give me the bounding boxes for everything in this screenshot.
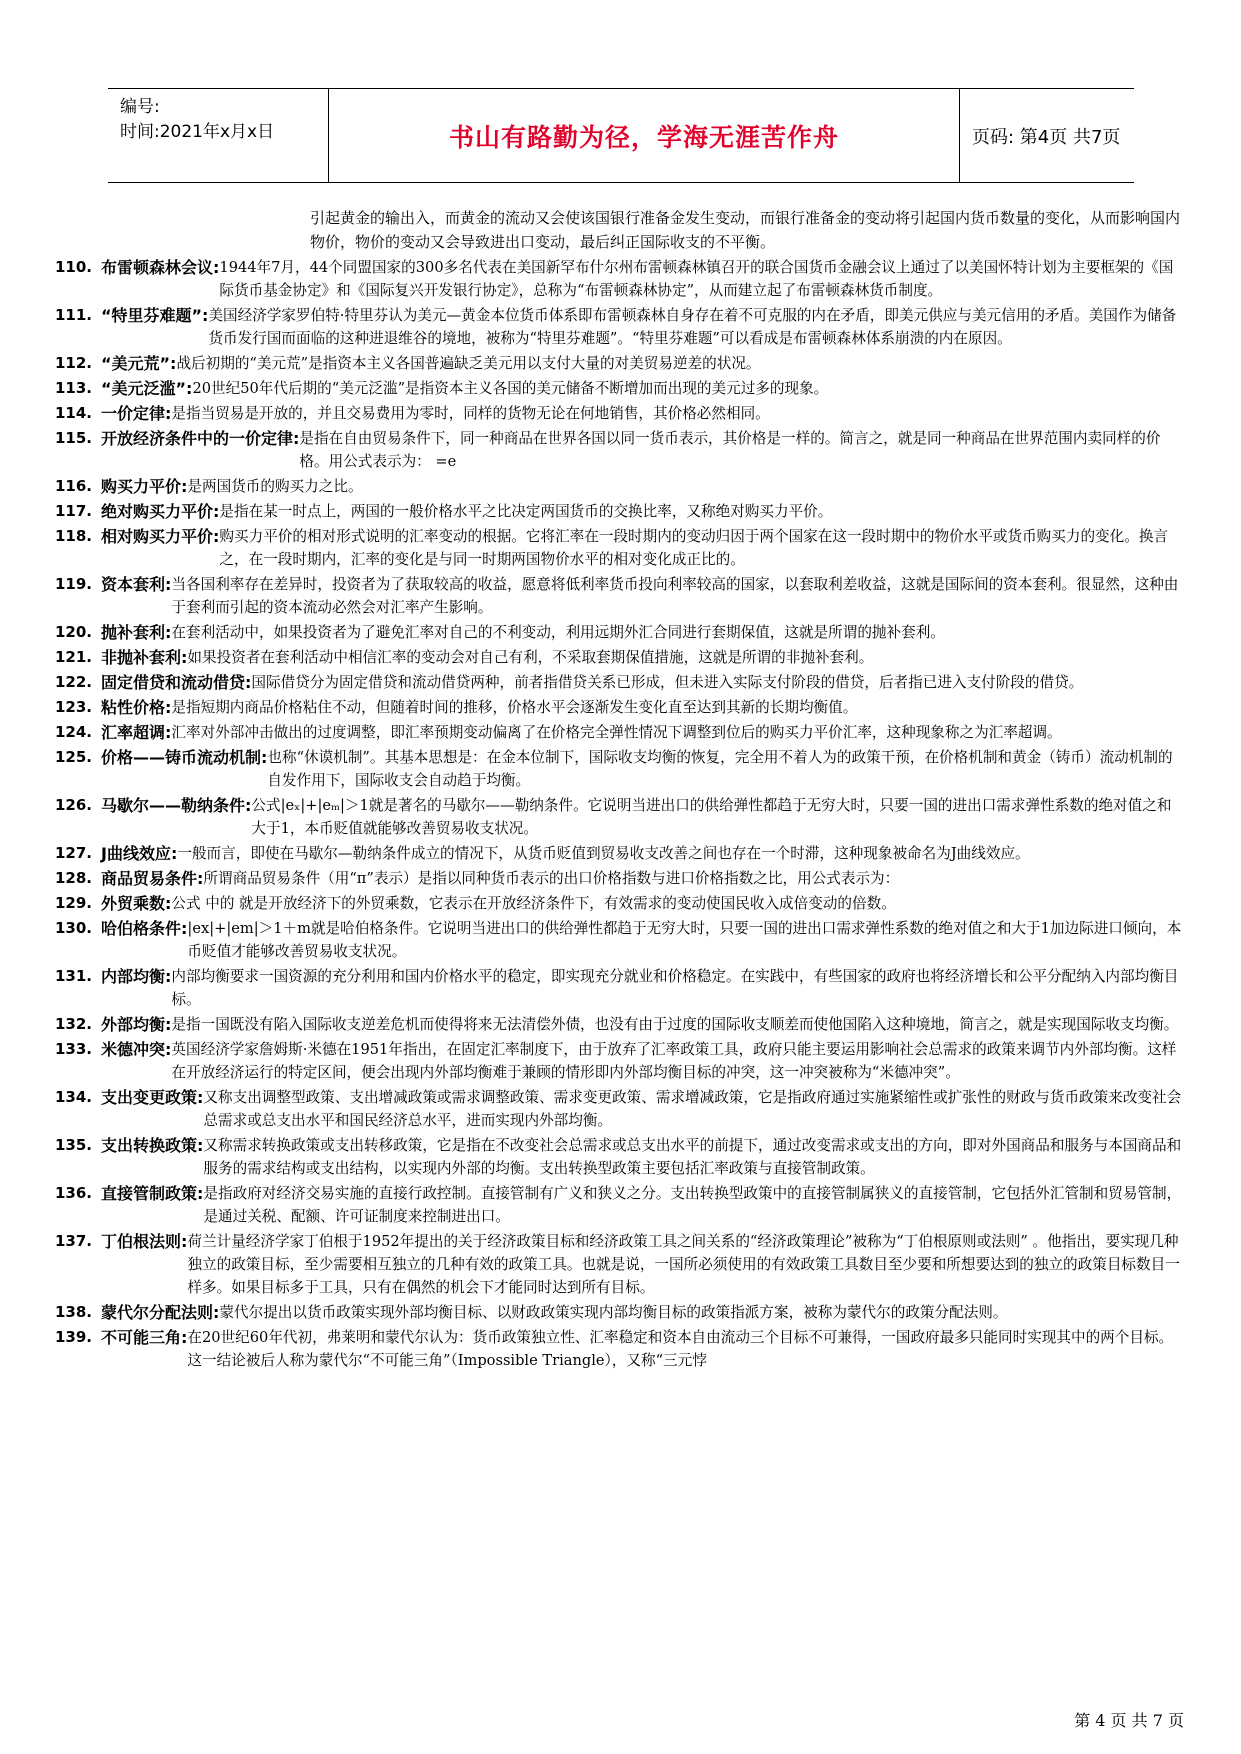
glossary-entry <box>55 525 1185 571</box>
entry-term: “美元荒”: <box>101 354 177 373</box>
entry-term: 商品贸易条件: <box>101 869 204 888</box>
entry-term: 布雷顿森林会议: <box>101 258 220 277</box>
glossary-content <box>55 206 1185 1372</box>
entry-term: 固定借贷和流动借贷: <box>101 673 252 692</box>
glossary-entry <box>55 500 1185 523</box>
glossary-list <box>55 256 1185 1372</box>
entry-term: 购买力平价: <box>101 477 188 496</box>
entry-term: 支出变更政策: <box>101 1088 204 1107</box>
entry-term: 内部均衡: <box>101 967 172 986</box>
glossary-entry <box>55 475 1185 498</box>
entry-term: 粘性价格: <box>101 698 172 717</box>
entry-number: 132. <box>55 1015 93 1033</box>
entry-number: 122. <box>55 673 93 691</box>
entry-term: 非抛补套利: <box>101 648 188 667</box>
glossary-entry <box>55 917 1185 963</box>
entry-number: 136. <box>55 1184 93 1202</box>
entry-term: 蒙代尔分配法则: <box>101 1303 220 1322</box>
entry-number: 117. <box>55 502 93 520</box>
entry-definition: 公式 中的 就是开放经济下的外贸乘数，它表示在开放经济条件下，有效需求的变动使国民收入成倍变动的倍数。 <box>171 895 896 912</box>
entry-definition: 一般而言，即使在马歇尔—勒纳条件成立的情况下，从货币贬值到贸易收支改善之间也存在一个时滞，这种现象被命名为J曲线效应。 <box>177 845 1030 862</box>
entry-term: 不可能三角: <box>101 1328 188 1347</box>
entry-definition: 英国经济学家詹姆斯·米德在1951年指出，在固定汇率制度下，由于放弃了汇率政策工具，政府只能主要运用影响社会总需求的政策来调节内外部均衡。这样在开放经济运行的特定区间，便会出现内外部均衡难于兼顾的情形即内外部均衡目标的冲突，这一冲突被称为“米德冲突”。 <box>171 1041 1177 1081</box>
entry-term: “特里芬难题”: <box>101 306 209 325</box>
entry-number: 138. <box>55 1303 93 1321</box>
document-number: 编号: <box>120 97 160 117</box>
entry-definition: 内部均衡要求一国资源的充分利用和国内价格水平的稳定，即实现充分就业和价格稳定。在实践中，有些国家的政府也将经济增长和公平分配纳入内部均衡目标。 <box>171 968 1179 1008</box>
entry-term: 开放经济条件中的一价定律: <box>101 429 300 448</box>
entry-term: 马歇尔——勒纳条件: <box>101 796 252 815</box>
page-header <box>108 88 1134 183</box>
header-meta <box>120 89 320 182</box>
entry-definition: 在套利活动中，如果投资者为了避免汇率对自己的不利变动，利用远期外汇合同进行套期保值，这就是所谓的抛补套利。 <box>171 624 945 641</box>
entry-number: 120. <box>55 623 93 641</box>
entry-definition: 所谓商品贸易条件（用“π”表示）是指以同种货币表示的出口价格指数与进口价格指数之比，用公式表示为： <box>203 870 900 887</box>
entry-definition: 在20世纪60年代初，弗莱明和蒙代尔认为：货币政策独立性、汇率稳定和资本自由流动三个目标不可兼得，一国政府最多只能同时实现其中的两个目标。这一结论被后人称为蒙代尔“不可能三角”（Impossible Triangle），又称“三元悖 <box>187 1329 1174 1369</box>
entry-number: 119. <box>55 575 93 593</box>
document-time: 时间:2021年x月x日 <box>120 122 275 142</box>
glossary-entry <box>55 696 1185 719</box>
entry-definition: 荷兰计量经济学家丁伯根于1952年提出的关于经济政策目标和经济政策工具之间关系的“经济政策理论”被称为“丁伯根原则或法则” 。他指出，要实现几种独立的政策目标，至少需要相互独立的几种有效的政策工具。也就是说，一国所必须使用的有效政策工具数目至少要和所想要达到的独立的政策目标数目一样多。如果目标多于工具，只有在偶然的机会下才能同时达到所有目标。 <box>187 1233 1180 1296</box>
entry-definition: 是指政府对经济交易实施的直接行政控制。直接管制有广义和狭义之分。支出转换型政策中的直接管制属狭义的直接管制，它包括外汇管制和贸易管制，是通过关税、配额、许可证制度来控制进出口。 <box>203 1185 1182 1225</box>
entry-number: 121. <box>55 648 93 666</box>
entry-number: 112. <box>55 354 93 372</box>
entry-number: 116. <box>55 477 93 495</box>
entry-definition: 美国经济学家罗伯特·特里芬认为美元—黄金本位货币体系即布雷顿森林自身存在着不可克服的内在矛盾，即美元供应与美元信用的矛盾。美国作为储备货币发行国而面临的这种进退维谷的境地，被称为“特里芬难题”。“特里芬难题”可以看成是布雷顿森林体系崩溃的内在原因。 <box>208 307 1177 347</box>
entry-number: 133. <box>55 1040 93 1058</box>
entry-term: 相对购买力平价: <box>101 527 220 546</box>
entry-term: 抛补套利: <box>101 623 172 642</box>
entry-term: 支出转换政策: <box>101 1136 204 1155</box>
entry-term: 直接管制政策: <box>101 1184 204 1203</box>
entry-number: 125. <box>55 748 93 766</box>
entry-number: 111. <box>55 306 93 324</box>
glossary-entry <box>55 892 1185 915</box>
entry-number: 113. <box>55 379 93 397</box>
entry-number: 130. <box>55 919 93 937</box>
entry-definition: 又称需求转换政策或支出转移政策，它是指在不改变社会总需求或总支出水平的前提下，通过改变需求或支出的方向，即对外国商品和服务与本国商品和服务的需求结构或支出结构，以实现内外部的均衡。支出转换型政策主要包括汇率政策与直接管制政策。 <box>203 1137 1182 1177</box>
glossary-entry <box>55 646 1185 669</box>
entry-definition: 是指当贸易是开放的，并且交易费用为零时，同样的货物无论在何地销售，其价格必然相同。 <box>171 405 770 422</box>
glossary-entry <box>55 573 1185 619</box>
entry-number: 114. <box>55 404 93 422</box>
entry-term: J曲线效应: <box>101 844 178 863</box>
entry-term: 外贸乘数: <box>101 894 172 913</box>
glossary-entry <box>55 842 1185 865</box>
glossary-entry <box>55 1086 1185 1132</box>
glossary-entry <box>55 621 1185 644</box>
entry-definition: 购买力平价的相对形式说明的汇率变动的根据。它将汇率在一段时期内的变动归因于两个国家在这一段时期中的物价水平或货币购买力的变化。换言之，在一段时期内，汇率的变化是与同一时期两国物价水平的相对变化成正比的。 <box>219 528 1169 568</box>
entry-definition: 蒙代尔提出以货币政策实现外部均衡目标、以财政政策实现内部均衡目标的政策指派方案，被称为蒙代尔的政策分配法则。 <box>219 1304 1008 1321</box>
entry-definition: 20世纪50年代后期的“美元泛滥”是指资本主义各国的美元储备不断增加而出现的美元过多的现象。 <box>192 380 829 397</box>
entry-term: 米德冲突: <box>101 1040 172 1059</box>
header-page-cell <box>972 89 1132 182</box>
entry-definition: 国际借贷分为固定借贷和流动借贷两种，前者指借贷关系已形成，但未进入实际支付阶段的借贷，后者指已进入支付阶段的借贷。 <box>251 674 1084 691</box>
entry-term: 丁伯根法则: <box>101 1232 188 1251</box>
entry-definition: 如果投资者在套利活动中相信汇率的变动会对自己有利，不采取套期保值措施，这就是所谓的非抛补套利。 <box>187 649 874 666</box>
entry-definition: 也称“休谟机制”。其基本思想是：在金本位制下，国际收支均衡的恢复，完全用不着人为的政策干预，在价格机制和黄金（铸币）流动机制的自发作用下，国际收支会自动趋于均衡。 <box>267 749 1173 789</box>
glossary-entry <box>55 721 1185 744</box>
entry-number: 128. <box>55 869 93 887</box>
motto: 书山有路勤为径，学海无涯苦作舟 <box>448 122 839 152</box>
glossary-entry <box>55 377 1185 400</box>
entry-definition: 汇率对外部冲击做出的过度调整，即汇率预期变动偏离了在价格完全弹性情况下调整到位后的购买力平价汇率，这种现象称之为汇率超调。 <box>171 724 1062 741</box>
entry-number: 127. <box>55 844 93 862</box>
glossary-entry <box>55 1038 1185 1084</box>
entry-number: 131. <box>55 967 93 985</box>
glossary-entry <box>55 965 1185 1011</box>
page-footer: 第 4 页 共 7 页 <box>1074 1711 1184 1730</box>
entry-number: 124. <box>55 723 93 741</box>
glossary-entry <box>55 671 1185 694</box>
entry-term: “美元泛滥”: <box>101 379 193 398</box>
glossary-entry <box>55 256 1185 302</box>
glossary-entry <box>55 1013 1185 1036</box>
glossary-entry <box>55 1230 1185 1299</box>
glossary-entry <box>55 352 1185 375</box>
entry-definition: 是两国货币的购买力之比。 <box>187 478 363 495</box>
glossary-entry <box>55 1326 1185 1372</box>
entry-number: 137. <box>55 1232 93 1250</box>
page-indicator: 页码: 第4页 共7页 <box>972 126 1121 148</box>
entry-number: 123. <box>55 698 93 716</box>
entry-number: 135. <box>55 1136 93 1154</box>
entry-term: 外部均衡: <box>101 1015 172 1034</box>
glossary-entry <box>55 427 1185 473</box>
entry-number: 129. <box>55 894 93 912</box>
entry-term: 绝对购买力平价: <box>101 502 220 521</box>
glossary-entry <box>55 746 1185 792</box>
entry-number: 110. <box>55 258 93 276</box>
entry-definition: 是指在自由贸易条件下，同一种商品在世界各国以同一货币表示，其价格是一样的。简言之，就是同一种商品在世界范围内卖同样的价格。用公式表示为： =e <box>299 430 1161 470</box>
entry-term: 一价定律: <box>101 404 172 423</box>
glossary-entry <box>55 1182 1185 1228</box>
glossary-entry <box>55 867 1185 890</box>
header-motto-cell <box>328 89 960 182</box>
entry-number: 118. <box>55 527 93 545</box>
entry-definition: 是指一国既没有陷入国际收支逆差危机而使得将来无法清偿外债，也没有由于过度的国际收支顺差而使他国陷入这种境地，简言之，就是实现国际收支均衡。 <box>171 1016 1179 1033</box>
glossary-entry <box>55 794 1185 840</box>
glossary-entry <box>55 402 1185 425</box>
continued-paragraph: 引起黄金的输出入，而黄金的流动又会使该国银行准备金发生变动，而银行准备金的变动将引起国内货币数量的变化，从而影响国内物价，物价的变动又会导致进出口变动，最后纠正国际收支的不平衡。 <box>310 209 1181 251</box>
entry-definition: 当各国利率存在差异时，投资者为了获取较高的收益，愿意将低利率货币投向利率较高的国家，以套取利差收益，这就是国际间的资本套利。很显然，这种由于套利而引起的资本流动必然会对汇率产生影响。 <box>171 576 1179 616</box>
glossary-entry <box>55 1301 1185 1324</box>
entry-number: 115. <box>55 429 93 447</box>
entry-definition: 又称支出调整型政策、支出增减政策或需求调整政策、需求变更政策、需求增减政策，它是指政府通过实施紧缩性或扩张性的财政与货币政策来改变社会总需求或总支出水平和国民经济总水平，进而实现内外部均衡。 <box>203 1089 1182 1129</box>
entry-number: 134. <box>55 1088 93 1106</box>
entry-number: 126. <box>55 796 93 814</box>
glossary-entry <box>55 1134 1185 1180</box>
entry-term: 资本套利: <box>101 575 172 594</box>
entry-term: 汇率超调: <box>101 723 172 742</box>
entry-definition: 是指短期内商品价格粘住不动，但随着时间的推移，价格水平会逐渐发生变化直至达到其新的长期均衡值。 <box>171 699 858 716</box>
entry-definition: 1944年7月，44个同盟国家的300多名代表在美国新罕布什尔州布雷顿森林镇召开的联合国货币金融会议上通过了以美国怀特计划为主要框架的《国际货币基金协定》和《国际复兴开发银行协定》，总称为“布雷顿森林协定”，从而建立起了布雷顿森林货币制度。 <box>219 259 1174 299</box>
entry-term: 价格——铸币流动机制: <box>101 748 268 767</box>
entry-definition: 是指在某一时点上，两国的一般价格水平之比决定两国货币的交换比率，又称绝对购买力平价。 <box>219 503 833 520</box>
entry-number: 139. <box>55 1328 93 1346</box>
entry-term: 哈伯格条件: <box>101 919 188 938</box>
entry-definition: |ex|+|em|＞1＋m就是哈伯格条件。它说明当进出口的供给弹性都趋于无穷大时，只要一国的进出口需求弹性系数的绝对值之和大于1加边际进口倾向，本币贬值才能够改善贸易收支状况。 <box>187 920 1182 960</box>
entry-definition: 公式|eₓ|+|eₘ|＞1就是著名的马歇尔——勒纳条件。它说明当进出口的供给弹性都趋于无穷大时，只要一国的进出口需求弹性系数的绝对值之和大于1，本币贬值就能够改善贸易收支状况。 <box>251 797 1172 837</box>
entry-definition: 战后初期的“美元荒”是指资本主义各国普遍缺乏美元用以支付大量的对美贸易逆差的状况。 <box>176 355 761 372</box>
glossary-entry <box>55 304 1185 350</box>
